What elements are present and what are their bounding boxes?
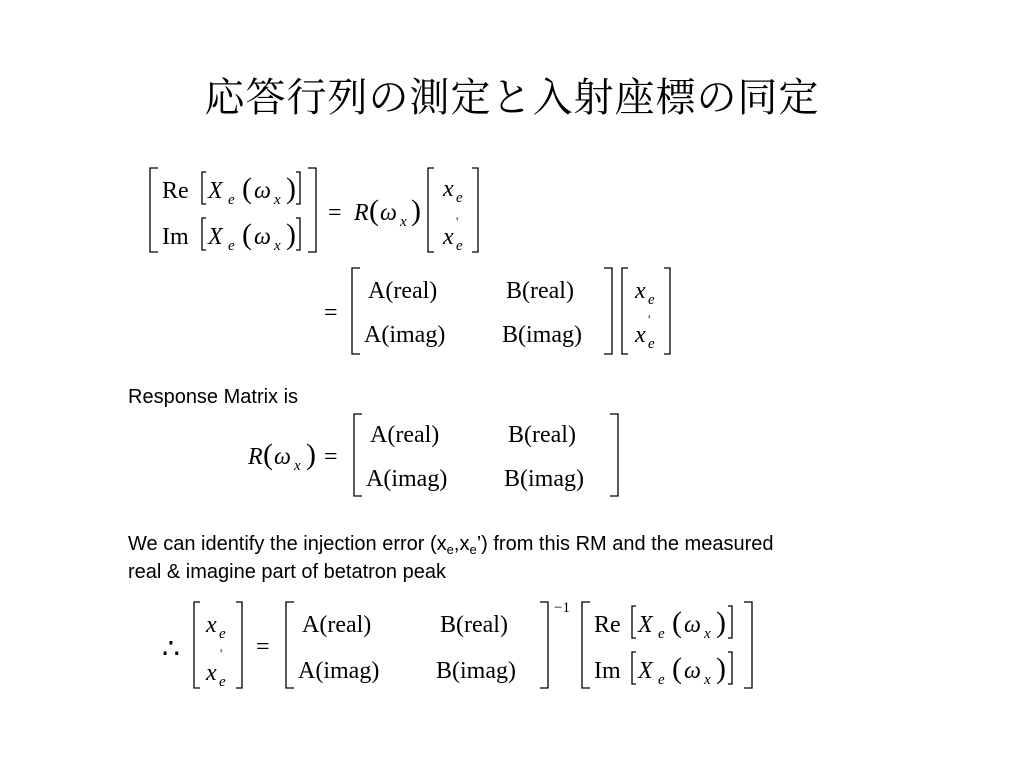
m4-a22: B(imag) [436,658,516,684]
m4-a11: A(real) [302,612,372,638]
therefore-symbol: ∴ [162,634,180,665]
row2-rparen: ) [286,218,296,251]
m2-vec-x: x [635,278,646,304]
m3-lparen: ( [263,438,273,471]
rhs-rparen: ) [411,194,421,227]
m4-row2-lparen: ( [672,652,682,685]
row1-lparen: ( [242,172,252,205]
m4-vec-xprime-sub: e [219,674,226,690]
para-sub2: e [469,542,477,557]
m4-row2-omega: ω [684,658,701,684]
equation-measurement [140,160,500,260]
rhs-lparen: ( [369,194,379,227]
m3-a12: B(real) [508,422,576,448]
vec-x-sub: e [456,190,463,206]
row2-omega: ω [254,224,271,250]
m4-row1-x: X [638,612,653,638]
rhs-r: R [354,200,369,226]
m2-a21: A(imag) [364,322,446,348]
m4-vec-x: x [206,612,217,638]
equals-sign-3: = [324,444,338,470]
row2-x: X [208,224,223,250]
response-matrix-label: Response Matrix is [128,386,299,408]
m4-row1-rparen: ) [716,606,726,639]
row2-lparen: ( [242,218,252,251]
rhs-omega: ω [380,200,397,226]
para-line2: real & imagine part of betatron peak [128,561,446,583]
slide-title: 応答行列の測定と入射座標の同定 [204,75,820,121]
m3-a22: B(imag) [504,466,584,492]
equation-solution [158,596,768,696]
m2-a12: B(real) [506,278,574,304]
m4-row1-re: Re [594,612,621,638]
row1-rparen: ) [286,172,296,205]
row1-omega-sub: x [274,192,281,208]
m3-a21: A(imag) [366,466,448,492]
m2-a22: B(imag) [502,322,582,348]
row2-x-sub: e [228,238,235,254]
m4-row1-omega: ω [684,612,701,638]
m4-row2-x-sub: e [658,672,665,688]
m2-vec-prime: ' [648,312,651,327]
m3-omega-sub: x [294,458,301,474]
equals-sign: = [328,200,342,226]
para-line1-before: We can identify the injection error (x [128,533,447,555]
m3-omega: ω [274,444,291,470]
m4-vec-prime: ' [220,646,223,661]
m2-a11: A(real) [368,278,438,304]
equation-response-matrix [244,408,634,504]
m4-row1-lparen: ( [672,606,682,639]
equals-sign-4: = [256,634,270,660]
vec-xprime: x [443,224,454,250]
para-line1-after: ’) from this RM and the measured [476,533,774,555]
m4-row1-x-sub: e [658,626,665,642]
row2-omega-sub: x [274,238,281,254]
m4-row1-omega-sub: x [704,626,711,642]
m3-rparen: ) [306,438,316,471]
m4-row2-im: Im [594,658,621,684]
m4-a21: A(imag) [298,658,380,684]
equation-matrix-expansion [320,262,690,362]
para-line1-mid: ,x [453,533,470,555]
m2-vec-x-sub: e [648,292,655,308]
row1-x: X [208,178,223,204]
vec-xprime-sub: e [456,238,463,254]
row1-x-sub: e [228,192,235,208]
vec-prime: ' [456,214,459,229]
m4-row2-rparen: ) [716,652,726,685]
equals-sign-2: = [324,300,338,326]
m4-row2-omega-sub: x [704,672,711,688]
rhs-omega-sub: x [400,214,407,230]
inverse-exponent: −1 [554,600,570,616]
m4-row2-x: X [638,658,653,684]
row1-omega: ω [254,178,271,204]
m3-a11: A(real) [370,422,440,448]
m3-r: R [248,444,263,470]
m2-vec-xprime: x [635,322,646,348]
m4-a12: B(real) [440,612,508,638]
row2-im: Im [162,224,189,250]
m4-vec-xprime: x [206,660,217,686]
m2-vec-xprime-sub: e [648,336,655,352]
row1-re: Re [162,178,189,204]
para-sub1: e [446,542,454,557]
identification-paragraph [128,530,988,586]
vec-x: x [443,176,454,202]
m4-vec-x-sub: e [219,626,226,642]
